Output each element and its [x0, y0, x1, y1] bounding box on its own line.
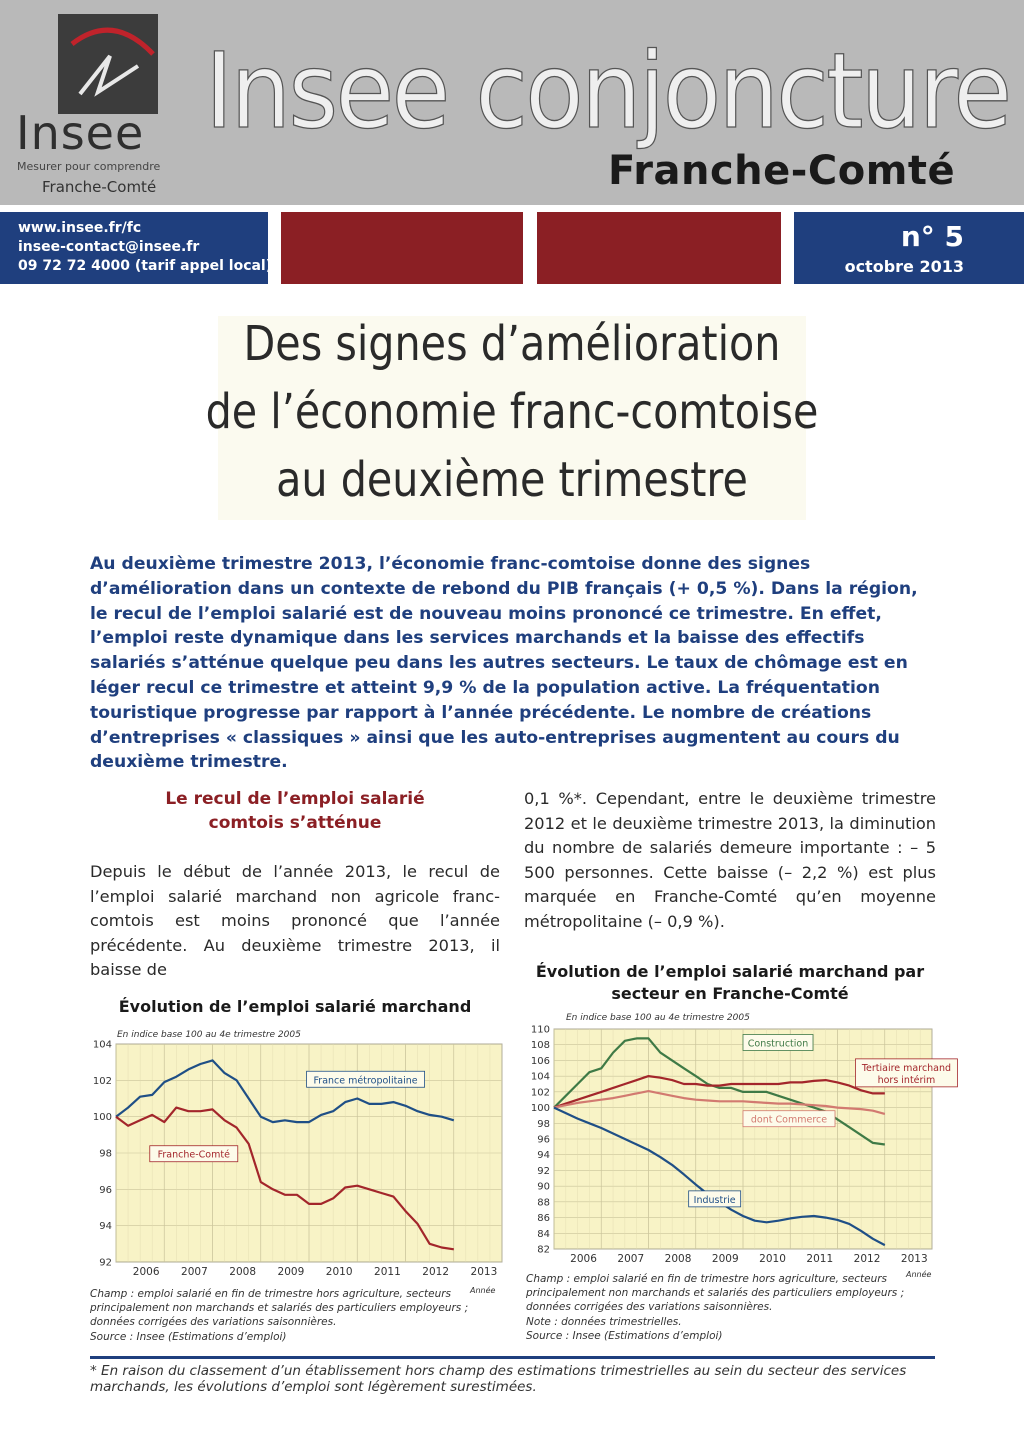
chart-right-source-line: Note : données trimestrielles.: [526, 1315, 682, 1328]
chart-right-x-tick-label: 2008: [664, 1253, 692, 1265]
issue-panel: [794, 212, 1024, 284]
headline-line-3: au deuxième trimestre: [276, 452, 748, 508]
chart-left-series-label-text: France métropolitaine: [313, 1075, 418, 1087]
chart-left-series-label: [150, 1146, 238, 1162]
chart-left-y-tick-label: 98: [99, 1148, 112, 1160]
chart-right-y-tick-label: 108: [530, 1040, 550, 1052]
publication-title: Insee conjoncture: [205, 30, 1010, 152]
body-text-right: 0,1 %*. Cependant, entre le deuxième trimestre 2012 et le deuxième trimestre 2013, la diminution du nombre de salariés demeure importante : – 5 500 personnes. Cette baisse (– 2,2 %) est plus marquée en Franche-Comté qu’en moyenne métropolitaine (– 0,9 %).: [524, 789, 936, 931]
chart-left-y-tick-label: 104: [92, 1039, 112, 1051]
chart-right-series-label: [743, 1035, 813, 1051]
chart-right-y-tick-label: 84: [537, 1228, 550, 1240]
chart-left-y-tick-label: 96: [99, 1184, 112, 1196]
phone-number: 09 72 72 4000 (tarif appel local): [18, 258, 273, 274]
chart-right-x-tick-label: 2013: [900, 1253, 928, 1265]
chart-right-source-line: Source : Insee (Estimations d’emploi): [526, 1329, 723, 1342]
chart-right-series-label: [689, 1191, 741, 1207]
chart-right-y-tick-label: 104: [530, 1071, 550, 1083]
chart-right-y-tick-label: 90: [537, 1181, 550, 1193]
chart-left: [80, 1030, 510, 1285]
headline-line-1: Des signes d’amélioration: [243, 316, 781, 372]
chart-left-source-line: données corrigées des variations saisonnières.: [90, 1316, 337, 1329]
issue-number: n° 5: [900, 220, 964, 253]
chart-right-y-tick-label: 106: [530, 1055, 550, 1067]
insee-logo: [58, 14, 158, 114]
chart-left-source-line: Source : Insee (Estimations d’emploi): [90, 1330, 287, 1343]
chart-right-x-tick-label: 2007: [617, 1253, 645, 1265]
decorative-band-left: [281, 212, 523, 284]
decorative-band-right: [537, 212, 781, 284]
chart-right-y-tick-label: 100: [530, 1103, 550, 1115]
chart-right-y-tick-label: 102: [530, 1087, 550, 1099]
email-link[interactable]: insee-contact@insee.fr: [18, 239, 200, 255]
chart-right-y-tick-label: 94: [537, 1150, 550, 1162]
footnote: * En raison du classement d’un établissement hors champ des estimations trimestrielles au sein du secteur des services marchands, les évolutions d’emploi sont légèrement surestimées.: [90, 1363, 907, 1395]
chart-left-y-tick-label: 94: [99, 1221, 112, 1233]
contact-panel: [0, 212, 273, 284]
chart-left-y-tick-label: 102: [92, 1075, 112, 1087]
chart-right-series-label-text: dont Commerce: [750, 1114, 828, 1126]
chart-left-series-label: [307, 1071, 425, 1087]
chart-left-axis-unit: Année: [470, 1286, 496, 1295]
chart-right-x-tick-label: 2011: [806, 1253, 834, 1265]
website-link[interactable]: www.insee.fr/fc: [18, 220, 142, 236]
insee-logo-mark-icon: [58, 14, 158, 114]
chart-right-y-tick-label: 86: [537, 1213, 550, 1225]
chart-right: [510, 1015, 952, 1270]
footnote-rule: [90, 1356, 935, 1359]
chart-right-title: Évolution de l’emploi salarié marchand par secteur en Franche-Comté: [535, 962, 925, 1003]
chart-right-y-tick-label: 96: [537, 1134, 550, 1146]
chart-right-series-label-text: Construction: [747, 1038, 809, 1050]
lead-paragraph: Au deuxième trimestre 2013, l’économie franc-comtoise donne des signes d’amélioration dans un contexte de rebond du PIB français (+ 0,5 %). Dans la région, le recul de l’emploi salarié est de nouveau moins prononcé ce trimestre. En effet, l’emploi reste dynamique dans les services marchands et la baisse des effectifs salariés s’atténue quelque peu dans les autres secteurs. Le taux de chômage est en léger recul ce trimestre et atteint 9,9 % de la population active. La fréquentation touristique progresse par rapport à l’année précédente. Le nombre de créations d’entreprises « classiques » ainsi que les auto-entreprises augmentent au cours du deuxième trimestre.: [90, 554, 918, 773]
insee-logo-region: Franche-Comté: [42, 178, 157, 196]
chart-right-x-tick-label: 2012: [853, 1253, 881, 1265]
chart-right-series-label-text: Industrie: [693, 1194, 736, 1206]
chart-left-x-tick-label: 2006: [132, 1266, 160, 1278]
chart-right-series-label-text: hors intérim: [877, 1074, 936, 1086]
chart-left-source: [90, 1287, 510, 1344]
chart-right-x-tick-label: 2006: [570, 1253, 597, 1265]
chart-right-y-tick-label: 98: [537, 1118, 550, 1130]
chart-right-source: [526, 1272, 936, 1343]
chart-right-y-tick-label: 82: [537, 1244, 550, 1256]
chart-right-y-tick-label: 110: [530, 1024, 550, 1036]
chart-left-x-tick-label: 2013: [470, 1266, 498, 1278]
issue-date: octobre 2013: [844, 257, 964, 276]
chart-right-note: En indice base 100 au 4e trimestre 2005: [566, 1013, 750, 1023]
chart-right-series-label: [743, 1111, 835, 1127]
chart-left-title: Évolution de l’emploi salarié marchand: [118, 997, 472, 1016]
chart-right-axis-unit: Année: [906, 1270, 932, 1279]
chart-right-series-label: [855, 1059, 957, 1087]
chart-left-series-label-text: Franche-Comté: [157, 1149, 230, 1161]
chart-left-source-line: Champ : emploi salarié en fin de trimestre hors agriculture, secteurs: [90, 1288, 452, 1300]
publication-region: Franche-Comté: [608, 148, 956, 194]
chart-right-source-line: Champ : emploi salarié en fin de trimestre hors agriculture, secteurs: [526, 1273, 888, 1285]
chart-right-x-tick-label: 2009: [711, 1253, 739, 1265]
chart-right-y-tick-label: 88: [537, 1197, 550, 1209]
chart-left-x-tick-label: 2008: [229, 1266, 257, 1278]
chart-left-source-line: principalement non marchands et salariés des particuliers employeurs ;: [90, 1302, 469, 1315]
chart-right-source-line: principalement non marchands et salariés des particuliers employeurs ;: [526, 1287, 905, 1300]
headline-line-2: de l’économie franc-comtoise: [205, 384, 819, 440]
section-title: Le recul de l’emploi salarié comtois s’atténue: [165, 789, 425, 833]
chart-left-x-tick-label: 2009: [277, 1266, 305, 1278]
chart-right-source-line: données corrigées des variations saisonnières.: [526, 1301, 773, 1314]
chart-left-x-tick-label: 2011: [374, 1266, 401, 1278]
insee-logo-wordmark: Insee: [16, 106, 145, 160]
insee-logo-tagline: Mesurer pour comprendre: [17, 160, 161, 173]
chart-left-note: En indice base 100 au 4e trimestre 2005: [117, 1030, 301, 1040]
chart-right-y-tick-label: 92: [537, 1165, 550, 1177]
body-text-left: Depuis le début de l’année 2013, le recul de l’emploi salarié marchand non agricole franc-comtois est moins prononcé que l’année précédente. Au deuxième trimestre 2013, il baisse de: [90, 862, 500, 980]
chart-right-series-label-text: Tertiaire marchand: [861, 1062, 952, 1074]
chart-left-x-tick-label: 2010: [325, 1266, 353, 1278]
chart-right-x-tick-label: 2010: [759, 1253, 786, 1265]
chart-left-x-tick-label: 2012: [422, 1266, 450, 1278]
chart-left-x-tick-label: 2007: [181, 1266, 208, 1278]
chart-left-y-tick-label: 100: [92, 1112, 112, 1124]
chart-left-y-tick-label: 92: [99, 1257, 112, 1269]
